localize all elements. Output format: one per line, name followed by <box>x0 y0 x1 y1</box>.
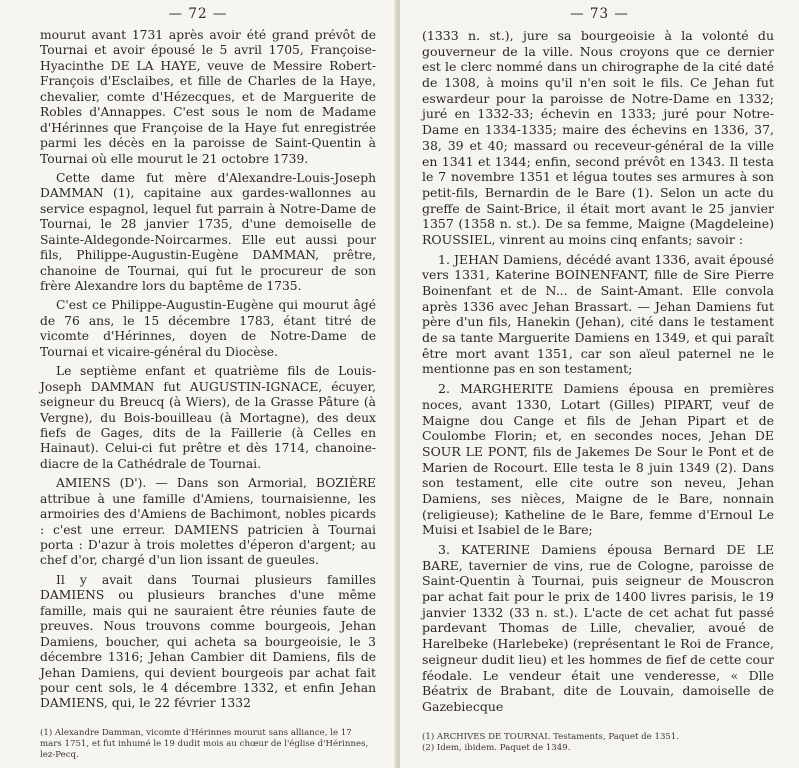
right-paragraph-katerine: 3. KATERINE Damiens épousa Bernard DE LE BARE, tavernier de vins, rue de Cologne, paroisse de Saint-Quentin à Tournai, puis seigneur de Mouscron par achat fait pour le prix de 1400 livres parisis, le 19 janvier 1332 (33 n. st.). L'acte de cet achat fut passé pardevant Thomas de Lille, chevalier, avoué de Harelbeke (Harlebeke) (représentant le Roi de France, seigneur dudit lieu) et les hommes de fief de cette cour féodale. Le vendeur était une venderesse, « Dlle Béatrix de Brabant, dite de Louvain, damoiselle de Gazebiecque <box>422 542 774 714</box>
right-paragraph-margherite: 2. MARGHERITE Damiens épousa en premières noces, avant 1330, Lotart (Gilles) PIPART, veuf de Maigne dou Cange et fils de Jehan Pipart et de Coulombe Florin; et, en secondes noces, Jehan DE SOUR LE PONT, fils de Jakemes De Sour le Pont et de Marien de Rocourt. Elle testa le 8 juin 1349 (2). Dans son testament, elle cite outre son neveu, Jehan Damiens, ses nièces, Maigne de le Bare, nonnain (religieuse); Katheline de le Bare, femme d'Ernoul Le Muisi et Isabiel de le Bare; <box>422 381 774 538</box>
left-paragraph-6: Il y avait dans Tournai plusieurs familles DAMIENS ou plusieurs branches d'une même famille, mais qui ne sauraient être réunies faute de preuves. Nous trouvons comme bourgeois, Jehan Damiens, boucher, qui acheta sa bourgeoisie, le 3 décembre 1316; Jehan Cambier dit Damiens, fils de Jehan Damiens, qui devient bourgeois par achat fait pour cent sols, le 4 décembre 1332, et enfin Jehan DAMIENS, qui, le 22 février 1332 <box>40 572 376 711</box>
right-paragraph-1: (1333 n. st.), jure sa bourgeoisie à la volonté du gouverneur de la ville. Nous croyons que ce dernier est le clerc nommé dans un chirographe de la cité daté de 1308, à moins qu'il n'en soit le fils. Ce Jehan fut eswardeur pour la paroisse de Notre-Dame en 1332; juré en 1332-33; échevin en 1333; juré pour Notre-Dame en 1334-1335; maire des échevins en 1336, 37, 38, 39 et 40; massard ou receveur-général de la ville en 1341 et 1344; enfin, second prévôt en 1343. Il testa le 7 novembre 1351 et légua toutes ses armures à son petit-fils, Bernardin de le Bare (1). Selon un acte du greffe de Saint-Brice, il était mort avant le 25 janvier 1357 (1358 n. st.). De sa femme, Maigne (Magdeleine) ROUSSIEL, vinrent au moins cinq enfants; savoir : <box>422 28 774 247</box>
left-paragraph-1: mourut avant 1731 après avoir été grand prévôt de Tournai et avoir épousé le 5 avril 1705, Françoise-Hyacinthe DE LA HAYE, veuve de Messire Robert-François d'Esclaibes, et fille de Charles de la Haye, chevalier, comte d'Hézecques, et de Marguerite de Robles d'Annappes. C'est sous le nom de Madame d'Hérinnes que Françoise de la Haye fut enregistrée parmi les décès en la paroisse de Saint-Quentin à Tournai où elle mourut le 21 octobre 1739. <box>40 28 376 166</box>
right-page-body <box>422 28 774 715</box>
right-page <box>400 0 799 768</box>
left-footnotes <box>40 728 376 761</box>
right-paragraph-jehan: 1. JEHAN Damiens, décédé avant 1336, avait épousé vers 1331, Katerine BOINENFANT, fille de Sire Pierre Boinenfant et de N... de Saint-Amant. Elle convola après 1336 avec Jehan Brassart. — Jehan Damiens fut père d'un fils, Hanekin (Jehan), cité dans le testament de sa tante Marguerite Damiens en 1349, et qui paraît être mort avant 1351, car son aïeul paternel ne le mentionne pas en son testament; <box>422 251 774 377</box>
left-page-number: — 72 — <box>168 6 228 22</box>
left-page <box>0 0 396 768</box>
right-footnotes <box>422 732 774 754</box>
left-page-body <box>40 28 376 712</box>
left-paragraph-4: Le septième enfant et quatrième fils de Louis-Joseph DAMMAN fut AUGUSTIN-IGNACE, écuyer, seigneur du Breucq (à Wiers), de la Grasse Pâture (à Vergne), du Bois-bouilleau (à Mortagne), des deux fiefs de Gages, dits de la Faillerie (à Celles en Hainaut). Celui-ci fut prêtre et dès 1714, chanoine-diacre de la Cathédrale de Tournai. <box>40 364 376 471</box>
right-footnote-2: (2) Idem, ibidem. Paquet de 1349. <box>422 743 571 753</box>
right-page-number: — 73 — <box>570 6 629 22</box>
left-paragraph-3: C'est ce Philippe-Augustin-Eugène qui mourut âgé de 76 ans, le 15 décembre 1783, étant titré de vicomte d'Hérinnes, doyen de Notre-Dame de Tournai et vicaire-général du Diocèse. <box>40 298 376 359</box>
left-footnote-1: (1) Alexandre Damman, vicomte d'Hérinnes mourut sans alliance, le 17 mars 1751, et fut inhumé le 19 dudit mois au chœur de l'église d'Hérinnes, lez-Pecq. <box>40 728 369 760</box>
left-paragraph-2: Cette dame fut mère d'Alexandre-Louis-Joseph DAMMAN (1), capitaine aux gardes-wallonnes au service espagnol, lequel fut parrain à Notre-Dame de Tournai, le 28 janvier 1735, d'une demoiselle de Sainte-Aldegonde-Noircarmes. Elle eut aussi pour fils, Philippe-Augustin-Eugène DAMMAN, prêtre, chanoine de Tournai, qui fut le procureur de son frère Alexandre lors du baptême de 1735. <box>40 170 376 293</box>
right-footnote-1: (1) ARCHIVES DE TOURNAI. Testaments, Paquet de 1351. <box>422 732 680 742</box>
left-paragraph-amiens: AMIENS (D'). — Dans son Armorial, BOZIÈRE attribue à une famille d'Amiens, tournaisienne, les armoiries des d'Amiens de Bachimont, nobles picards : c'est une erreur. DAMIENS patricien à Tournai porta : D'azur à trois molettes d'éperon d'argent; au chef d'or, chargé d'un lion issant de gueules. <box>40 476 376 568</box>
